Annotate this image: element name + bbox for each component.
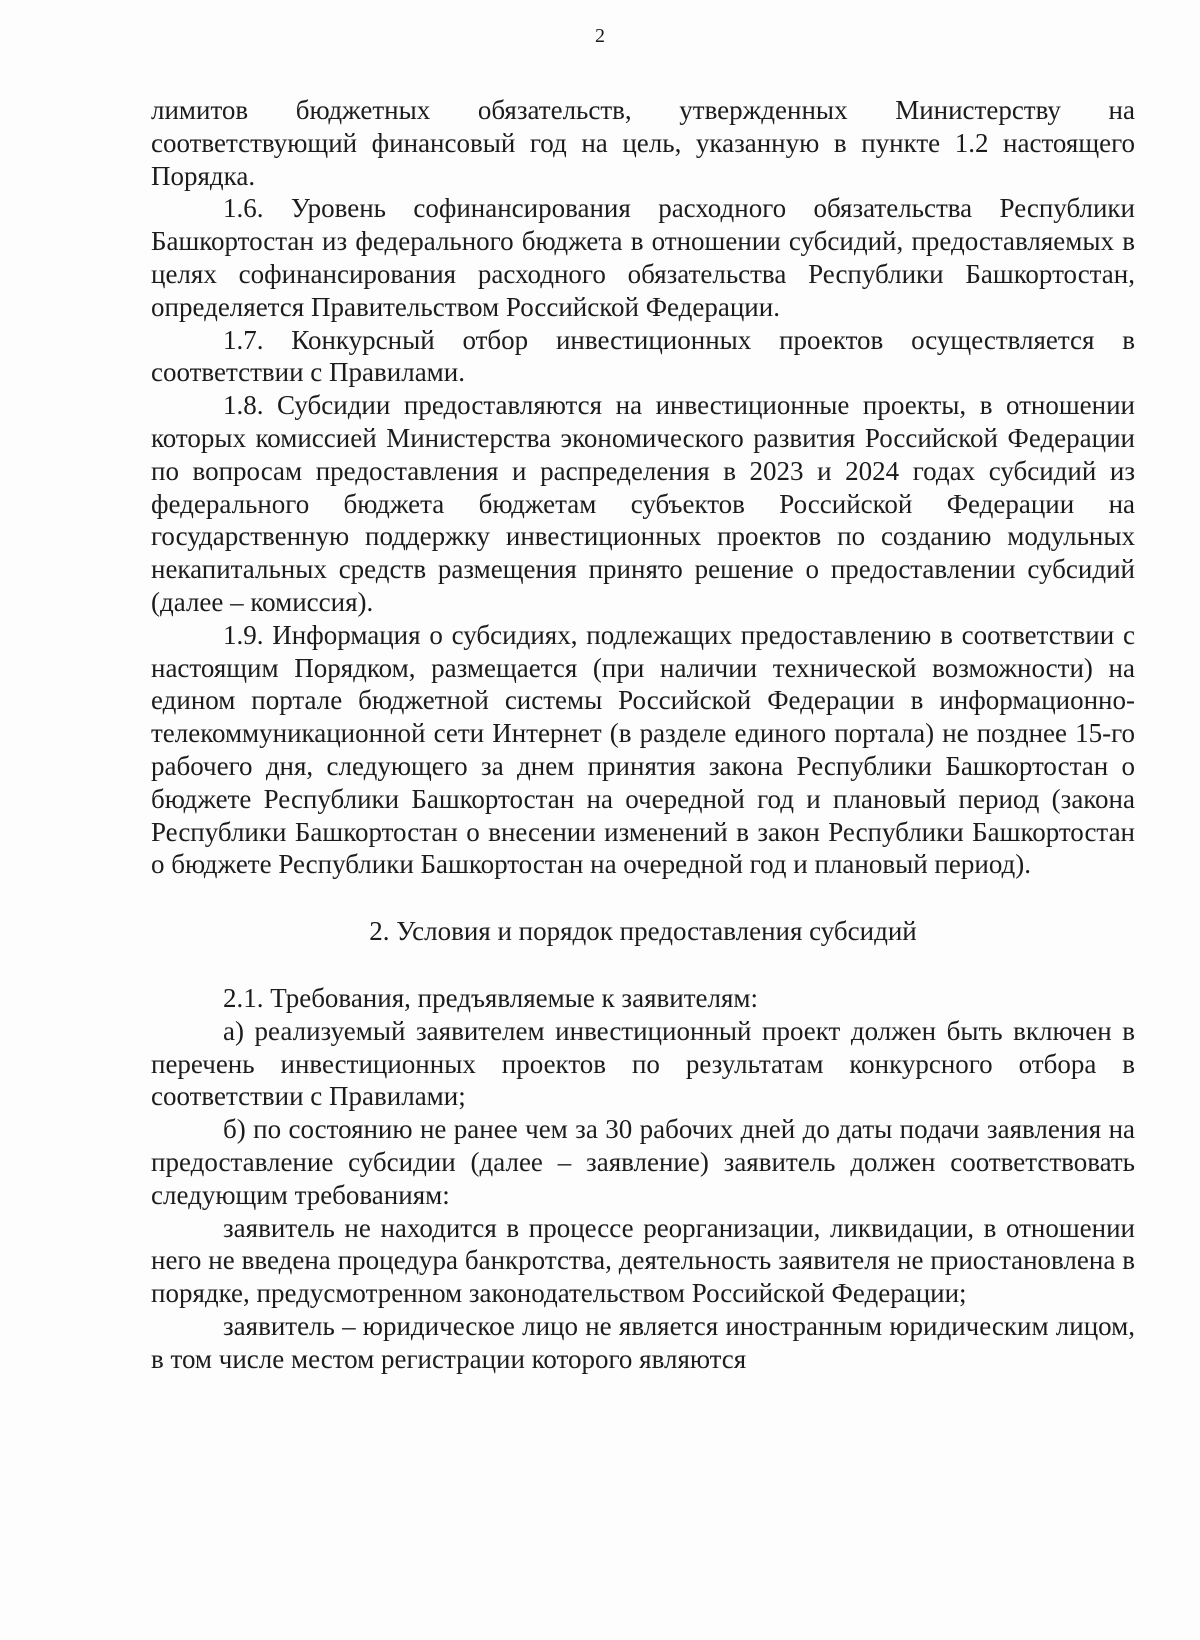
paragraph-1-9: 1.9. Информация о субсидиях, подлежащих предоставлению в соответствии с настоящим Порядком, размещается (при наличии технической возможности) на едином портале бюджетной системы Российской Федерации в информационно-телекоммуникационной сети Интернет (в разделе единого портала) не позднее 15-го рабочего дня, следующего за днем принятия закона Республики Башкортостан о бюджете Республики Башкортостан на очередной год и плановый период (закона Республики Башкортостан о внесении изменений в закон Республики Башкортостан о бюджете Республики Башкортостан на очередной год и плановый период). [151,619,1135,880]
paragraph-1-6: 1.6. Уровень софинансирования расходного обязательства Республики Башкортостан из федерального бюджета в отношении субсидий, предоставляемых в целях софинансирования расходного обязательства Республики Башкортостан, определяется Правительством Российской Федерации. [151,193,1135,322]
section-heading: 2. Условия и порядок предоставления субсидий [369,916,917,947]
paragraph-2-1: 2.1. Требования, предъявляемые к заявителям: [223,982,758,1013]
paragraph-1-7: 1.7. Конкурсный отбор инвестиционных проектов осуществляется в соответствии с Правилами. [151,324,1135,388]
paragraph-item-a: а) реализуемый заявителем инвестиционный проект должен быть включен в перечень инвестиционных проектов по результатам конкурсного отбора в соответствии с Правилами; [151,1015,1135,1112]
paragraph-1-8: 1.8. Субсидии предоставляются на инвестиционные проекты, в отношении которых комиссией Министерства экономического развития Российской Федерации по вопросам предоставления и распределения в 2023 и 2024 годах субсидий из федерального бюджета бюджетам субъектов Российской Федерации на государственную поддержку инвестиционных проектов по созданию модульных некапитальных средств размещения принято решение о предоставлении субсидий (далее – комиссия). [151,390,1135,617]
paragraph-item-b: б) по состоянию не ранее чем за 30 рабочих дней до даты подачи заявления на предоставление субсидии (далее – заявление) заявитель должен соответствовать следующим требованиям: [151,1114,1135,1210]
paragraph-requirement-2: заявитель – юридическое лицо не является иностранным юридическим лицом, в том числе местом регистрации которого являются [151,1310,1135,1374]
paragraph-continuation: лимитов бюджетных обязательств, утвержденных Министерству на соответствующий финансовый год на цель, указанную в пункте 1.2 настоящего Порядка. [151,95,1135,191]
document-body [151,94,1135,1375]
page-number: 2 [595,25,605,47]
paragraph-requirement-1: заявитель не находится в процессе реорганизации, ликвидации, в отношении него не введена процедура банкротства, деятельность заявителя не приостановлена в порядке, предусмотренном законодательством Российской Федерации; [151,1212,1135,1309]
